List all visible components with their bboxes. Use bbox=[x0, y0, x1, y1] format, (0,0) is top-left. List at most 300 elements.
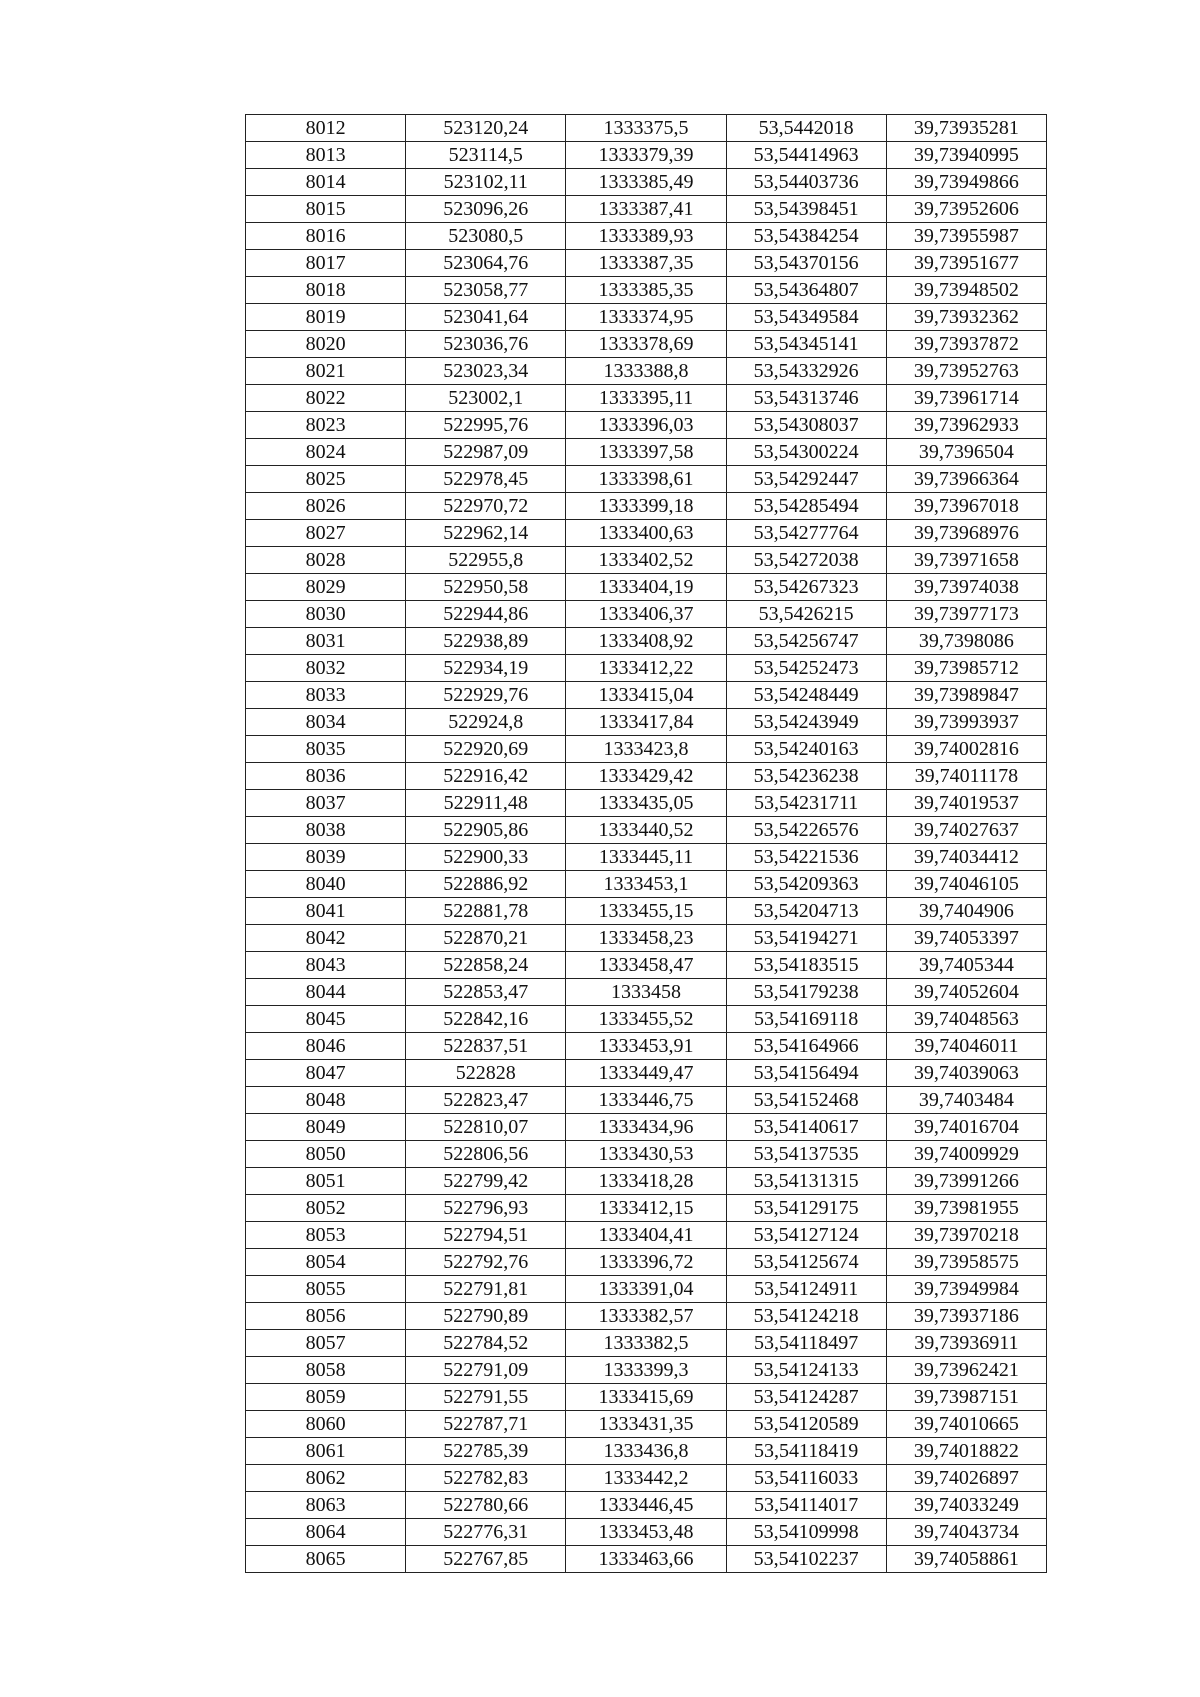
longitude-cell: 39,7403484 bbox=[886, 1087, 1046, 1114]
longitude-cell: 39,73977173 bbox=[886, 601, 1046, 628]
latitude-cell: 53,54308037 bbox=[726, 412, 886, 439]
x-coordinate-cell: 522842,16 bbox=[406, 1006, 566, 1033]
latitude-cell: 53,54236238 bbox=[726, 763, 886, 790]
y-coordinate-cell: 1333395,11 bbox=[566, 385, 726, 412]
point-number-cell: 8051 bbox=[246, 1168, 406, 1195]
y-coordinate-cell: 1333431,35 bbox=[566, 1411, 726, 1438]
latitude-cell: 53,54414963 bbox=[726, 142, 886, 169]
latitude-cell: 53,54118497 bbox=[726, 1330, 886, 1357]
longitude-cell: 39,73952606 bbox=[886, 196, 1046, 223]
y-coordinate-cell: 1333379,39 bbox=[566, 142, 726, 169]
y-coordinate-cell: 1333417,84 bbox=[566, 709, 726, 736]
x-coordinate-cell: 522784,52 bbox=[406, 1330, 566, 1357]
latitude-cell: 53,54285494 bbox=[726, 493, 886, 520]
longitude-cell: 39,74043734 bbox=[886, 1519, 1046, 1546]
latitude-cell: 53,54313746 bbox=[726, 385, 886, 412]
point-number-cell: 8025 bbox=[246, 466, 406, 493]
latitude-cell: 53,54169118 bbox=[726, 1006, 886, 1033]
longitude-cell: 39,7396504 bbox=[886, 439, 1046, 466]
x-coordinate-cell: 522886,92 bbox=[406, 871, 566, 898]
latitude-cell: 53,54364807 bbox=[726, 277, 886, 304]
x-coordinate-cell: 522790,89 bbox=[406, 1303, 566, 1330]
longitude-cell: 39,73968976 bbox=[886, 520, 1046, 547]
point-number-cell: 8023 bbox=[246, 412, 406, 439]
latitude-cell: 53,54370156 bbox=[726, 250, 886, 277]
x-coordinate-cell: 522823,47 bbox=[406, 1087, 566, 1114]
point-number-cell: 8022 bbox=[246, 385, 406, 412]
point-number-cell: 8058 bbox=[246, 1357, 406, 1384]
x-coordinate-cell: 522920,69 bbox=[406, 736, 566, 763]
y-coordinate-cell: 1333399,3 bbox=[566, 1357, 726, 1384]
y-coordinate-cell: 1333455,15 bbox=[566, 898, 726, 925]
latitude-cell: 53,54226576 bbox=[726, 817, 886, 844]
y-coordinate-cell: 1333389,93 bbox=[566, 223, 726, 250]
y-coordinate-cell: 1333430,53 bbox=[566, 1141, 726, 1168]
x-coordinate-cell: 522900,33 bbox=[406, 844, 566, 871]
table-row bbox=[246, 628, 1047, 655]
point-number-cell: 8042 bbox=[246, 925, 406, 952]
longitude-cell: 39,73955987 bbox=[886, 223, 1046, 250]
coordinates-table bbox=[245, 114, 1047, 1573]
y-coordinate-cell: 1333412,15 bbox=[566, 1195, 726, 1222]
point-number-cell: 8059 bbox=[246, 1384, 406, 1411]
x-coordinate-cell: 522934,19 bbox=[406, 655, 566, 682]
table-row bbox=[246, 169, 1047, 196]
longitude-cell: 39,74027637 bbox=[886, 817, 1046, 844]
point-number-cell: 8039 bbox=[246, 844, 406, 871]
y-coordinate-cell: 1333445,11 bbox=[566, 844, 726, 871]
latitude-cell: 53,54398451 bbox=[726, 196, 886, 223]
point-number-cell: 8032 bbox=[246, 655, 406, 682]
point-number-cell: 8027 bbox=[246, 520, 406, 547]
x-coordinate-cell: 522978,45 bbox=[406, 466, 566, 493]
longitude-cell: 39,73974038 bbox=[886, 574, 1046, 601]
latitude-cell: 53,54127124 bbox=[726, 1222, 886, 1249]
table-row bbox=[246, 979, 1047, 1006]
point-number-cell: 8060 bbox=[246, 1411, 406, 1438]
x-coordinate-cell: 522828 bbox=[406, 1060, 566, 1087]
y-coordinate-cell: 1333463,66 bbox=[566, 1546, 726, 1573]
point-number-cell: 8024 bbox=[246, 439, 406, 466]
longitude-cell: 39,73967018 bbox=[886, 493, 1046, 520]
point-number-cell: 8045 bbox=[246, 1006, 406, 1033]
longitude-cell: 39,74039063 bbox=[886, 1060, 1046, 1087]
y-coordinate-cell: 1333388,8 bbox=[566, 358, 726, 385]
longitude-cell: 39,73937872 bbox=[886, 331, 1046, 358]
x-coordinate-cell: 522776,31 bbox=[406, 1519, 566, 1546]
table-row bbox=[246, 1249, 1047, 1276]
longitude-cell: 39,74018822 bbox=[886, 1438, 1046, 1465]
longitude-cell: 39,73987151 bbox=[886, 1384, 1046, 1411]
latitude-cell: 53,54140617 bbox=[726, 1114, 886, 1141]
x-coordinate-cell: 523120,24 bbox=[406, 115, 566, 142]
x-coordinate-cell: 522785,39 bbox=[406, 1438, 566, 1465]
y-coordinate-cell: 1333391,04 bbox=[566, 1276, 726, 1303]
y-coordinate-cell: 1333396,72 bbox=[566, 1249, 726, 1276]
latitude-cell: 53,54137535 bbox=[726, 1141, 886, 1168]
y-coordinate-cell: 1333412,22 bbox=[566, 655, 726, 682]
longitude-cell: 39,73970218 bbox=[886, 1222, 1046, 1249]
x-coordinate-cell: 522853,47 bbox=[406, 979, 566, 1006]
longitude-cell: 39,74009929 bbox=[886, 1141, 1046, 1168]
latitude-cell: 53,54152468 bbox=[726, 1087, 886, 1114]
latitude-cell: 53,54129175 bbox=[726, 1195, 886, 1222]
y-coordinate-cell: 1333436,8 bbox=[566, 1438, 726, 1465]
latitude-cell: 53,54125674 bbox=[726, 1249, 886, 1276]
latitude-cell: 53,54403736 bbox=[726, 169, 886, 196]
table-row bbox=[246, 1141, 1047, 1168]
latitude-cell: 53,54204713 bbox=[726, 898, 886, 925]
point-number-cell: 8020 bbox=[246, 331, 406, 358]
x-coordinate-cell: 522916,42 bbox=[406, 763, 566, 790]
latitude-cell: 53,54349584 bbox=[726, 304, 886, 331]
table-row bbox=[246, 385, 1047, 412]
longitude-cell: 39,73937186 bbox=[886, 1303, 1046, 1330]
x-coordinate-cell: 522938,89 bbox=[406, 628, 566, 655]
longitude-cell: 39,74046011 bbox=[886, 1033, 1046, 1060]
table-row bbox=[246, 466, 1047, 493]
latitude-cell: 53,54156494 bbox=[726, 1060, 886, 1087]
x-coordinate-cell: 522950,58 bbox=[406, 574, 566, 601]
latitude-cell: 53,54116033 bbox=[726, 1465, 886, 1492]
y-coordinate-cell: 1333440,52 bbox=[566, 817, 726, 844]
latitude-cell: 53,54256747 bbox=[726, 628, 886, 655]
x-coordinate-cell: 522881,78 bbox=[406, 898, 566, 925]
longitude-cell: 39,74034412 bbox=[886, 844, 1046, 871]
latitude-cell: 53,54240163 bbox=[726, 736, 886, 763]
longitude-cell: 39,73993937 bbox=[886, 709, 1046, 736]
latitude-cell: 53,54118419 bbox=[726, 1438, 886, 1465]
latitude-cell: 53,54131315 bbox=[726, 1168, 886, 1195]
latitude-cell: 53,54248449 bbox=[726, 682, 886, 709]
y-coordinate-cell: 1333418,28 bbox=[566, 1168, 726, 1195]
point-number-cell: 8037 bbox=[246, 790, 406, 817]
x-coordinate-cell: 522995,76 bbox=[406, 412, 566, 439]
point-number-cell: 8029 bbox=[246, 574, 406, 601]
latitude-cell: 53,54243949 bbox=[726, 709, 886, 736]
longitude-cell: 39,74011178 bbox=[886, 763, 1046, 790]
x-coordinate-cell: 523036,76 bbox=[406, 331, 566, 358]
table-row bbox=[246, 142, 1047, 169]
longitude-cell: 39,73971658 bbox=[886, 547, 1046, 574]
x-coordinate-cell: 523064,76 bbox=[406, 250, 566, 277]
y-coordinate-cell: 1333400,63 bbox=[566, 520, 726, 547]
x-coordinate-cell: 522767,85 bbox=[406, 1546, 566, 1573]
longitude-cell: 39,73952763 bbox=[886, 358, 1046, 385]
longitude-cell: 39,74033249 bbox=[886, 1492, 1046, 1519]
x-coordinate-cell: 522911,48 bbox=[406, 790, 566, 817]
latitude-cell: 53,54272038 bbox=[726, 547, 886, 574]
y-coordinate-cell: 1333387,35 bbox=[566, 250, 726, 277]
table-row bbox=[246, 763, 1047, 790]
x-coordinate-cell: 522794,51 bbox=[406, 1222, 566, 1249]
y-coordinate-cell: 1333387,41 bbox=[566, 196, 726, 223]
y-coordinate-cell: 1333385,35 bbox=[566, 277, 726, 304]
table-row bbox=[246, 682, 1047, 709]
point-number-cell: 8043 bbox=[246, 952, 406, 979]
latitude-cell: 53,54231711 bbox=[726, 790, 886, 817]
point-number-cell: 8033 bbox=[246, 682, 406, 709]
table-row bbox=[246, 736, 1047, 763]
point-number-cell: 8049 bbox=[246, 1114, 406, 1141]
coordinates-table-body bbox=[246, 115, 1047, 1573]
table-row bbox=[246, 574, 1047, 601]
longitude-cell: 39,74016704 bbox=[886, 1114, 1046, 1141]
table-row bbox=[246, 1276, 1047, 1303]
x-coordinate-cell: 522782,83 bbox=[406, 1465, 566, 1492]
table-row bbox=[246, 925, 1047, 952]
point-number-cell: 8028 bbox=[246, 547, 406, 574]
latitude-cell: 53,54277764 bbox=[726, 520, 886, 547]
longitude-cell: 39,73981955 bbox=[886, 1195, 1046, 1222]
point-number-cell: 8026 bbox=[246, 493, 406, 520]
y-coordinate-cell: 1333446,45 bbox=[566, 1492, 726, 1519]
table-row bbox=[246, 655, 1047, 682]
table-row bbox=[246, 358, 1047, 385]
x-coordinate-cell: 522858,24 bbox=[406, 952, 566, 979]
latitude-cell: 53,54179238 bbox=[726, 979, 886, 1006]
point-number-cell: 8016 bbox=[246, 223, 406, 250]
table-row bbox=[246, 790, 1047, 817]
table-row bbox=[246, 709, 1047, 736]
point-number-cell: 8015 bbox=[246, 196, 406, 223]
y-coordinate-cell: 1333378,69 bbox=[566, 331, 726, 358]
y-coordinate-cell: 1333458,23 bbox=[566, 925, 726, 952]
longitude-cell: 39,74002816 bbox=[886, 736, 1046, 763]
longitude-cell: 39,73991266 bbox=[886, 1168, 1046, 1195]
table-row bbox=[246, 250, 1047, 277]
longitude-cell: 39,73932362 bbox=[886, 304, 1046, 331]
point-number-cell: 8057 bbox=[246, 1330, 406, 1357]
table-row bbox=[246, 520, 1047, 547]
longitude-cell: 39,73985712 bbox=[886, 655, 1046, 682]
point-number-cell: 8048 bbox=[246, 1087, 406, 1114]
latitude-cell: 53,54183515 bbox=[726, 952, 886, 979]
table-row bbox=[246, 1114, 1047, 1141]
table-row bbox=[246, 844, 1047, 871]
table-row bbox=[246, 196, 1047, 223]
x-coordinate-cell: 523041,64 bbox=[406, 304, 566, 331]
y-coordinate-cell: 1333458,47 bbox=[566, 952, 726, 979]
table-row bbox=[246, 304, 1047, 331]
x-coordinate-cell: 523002,1 bbox=[406, 385, 566, 412]
y-coordinate-cell: 1333397,58 bbox=[566, 439, 726, 466]
latitude-cell: 53,54292447 bbox=[726, 466, 886, 493]
longitude-cell: 39,74010665 bbox=[886, 1411, 1046, 1438]
latitude-cell: 53,54194271 bbox=[726, 925, 886, 952]
table-row bbox=[246, 1006, 1047, 1033]
y-coordinate-cell: 1333399,18 bbox=[566, 493, 726, 520]
longitude-cell: 39,73962421 bbox=[886, 1357, 1046, 1384]
y-coordinate-cell: 1333442,2 bbox=[566, 1465, 726, 1492]
x-coordinate-cell: 522792,76 bbox=[406, 1249, 566, 1276]
x-coordinate-cell: 523023,34 bbox=[406, 358, 566, 385]
longitude-cell: 39,74048563 bbox=[886, 1006, 1046, 1033]
point-number-cell: 8063 bbox=[246, 1492, 406, 1519]
table-row bbox=[246, 1492, 1047, 1519]
y-coordinate-cell: 1333375,5 bbox=[566, 115, 726, 142]
latitude-cell: 53,54300224 bbox=[726, 439, 886, 466]
x-coordinate-cell: 523080,5 bbox=[406, 223, 566, 250]
latitude-cell: 53,54114017 bbox=[726, 1492, 886, 1519]
x-coordinate-cell: 522796,93 bbox=[406, 1195, 566, 1222]
table-row bbox=[246, 817, 1047, 844]
y-coordinate-cell: 1333415,69 bbox=[566, 1384, 726, 1411]
y-coordinate-cell: 1333415,04 bbox=[566, 682, 726, 709]
x-coordinate-cell: 522787,71 bbox=[406, 1411, 566, 1438]
x-coordinate-cell: 522929,76 bbox=[406, 682, 566, 709]
table-row bbox=[246, 547, 1047, 574]
point-number-cell: 8035 bbox=[246, 736, 406, 763]
point-number-cell: 8061 bbox=[246, 1438, 406, 1465]
x-coordinate-cell: 522955,8 bbox=[406, 547, 566, 574]
y-coordinate-cell: 1333396,03 bbox=[566, 412, 726, 439]
longitude-cell: 39,73940995 bbox=[886, 142, 1046, 169]
table-row bbox=[246, 277, 1047, 304]
x-coordinate-cell: 522791,55 bbox=[406, 1384, 566, 1411]
point-number-cell: 8021 bbox=[246, 358, 406, 385]
y-coordinate-cell: 1333408,92 bbox=[566, 628, 726, 655]
y-coordinate-cell: 1333385,49 bbox=[566, 169, 726, 196]
x-coordinate-cell: 522970,72 bbox=[406, 493, 566, 520]
x-coordinate-cell: 523114,5 bbox=[406, 142, 566, 169]
x-coordinate-cell: 523058,77 bbox=[406, 277, 566, 304]
y-coordinate-cell: 1333453,48 bbox=[566, 1519, 726, 1546]
y-coordinate-cell: 1333402,52 bbox=[566, 547, 726, 574]
point-number-cell: 8044 bbox=[246, 979, 406, 1006]
y-coordinate-cell: 1333453,1 bbox=[566, 871, 726, 898]
table-row bbox=[246, 1087, 1047, 1114]
longitude-cell: 39,74019537 bbox=[886, 790, 1046, 817]
table-row bbox=[246, 115, 1047, 142]
point-number-cell: 8019 bbox=[246, 304, 406, 331]
table-row bbox=[246, 952, 1047, 979]
x-coordinate-cell: 522780,66 bbox=[406, 1492, 566, 1519]
latitude-cell: 53,54332926 bbox=[726, 358, 886, 385]
y-coordinate-cell: 1333382,5 bbox=[566, 1330, 726, 1357]
point-number-cell: 8014 bbox=[246, 169, 406, 196]
point-number-cell: 8031 bbox=[246, 628, 406, 655]
latitude-cell: 53,54102237 bbox=[726, 1546, 886, 1573]
y-coordinate-cell: 1333423,8 bbox=[566, 736, 726, 763]
table-row bbox=[246, 1384, 1047, 1411]
longitude-cell: 39,74058861 bbox=[886, 1546, 1046, 1573]
longitude-cell: 39,73961714 bbox=[886, 385, 1046, 412]
latitude-cell: 53,54252473 bbox=[726, 655, 886, 682]
longitude-cell: 39,73962933 bbox=[886, 412, 1046, 439]
y-coordinate-cell: 1333458 bbox=[566, 979, 726, 1006]
point-number-cell: 8056 bbox=[246, 1303, 406, 1330]
latitude-cell: 53,54120589 bbox=[726, 1411, 886, 1438]
latitude-cell: 53,54267323 bbox=[726, 574, 886, 601]
x-coordinate-cell: 522905,86 bbox=[406, 817, 566, 844]
table-row bbox=[246, 1303, 1047, 1330]
longitude-cell: 39,73958575 bbox=[886, 1249, 1046, 1276]
point-number-cell: 8012 bbox=[246, 115, 406, 142]
longitude-cell: 39,73935281 bbox=[886, 115, 1046, 142]
table-row bbox=[246, 871, 1047, 898]
point-number-cell: 8062 bbox=[246, 1465, 406, 1492]
x-coordinate-cell: 522837,51 bbox=[406, 1033, 566, 1060]
point-number-cell: 8054 bbox=[246, 1249, 406, 1276]
table-row bbox=[246, 1465, 1047, 1492]
y-coordinate-cell: 1333429,42 bbox=[566, 763, 726, 790]
latitude-cell: 53,54124287 bbox=[726, 1384, 886, 1411]
table-row bbox=[246, 1411, 1047, 1438]
table-row bbox=[246, 898, 1047, 925]
y-coordinate-cell: 1333453,91 bbox=[566, 1033, 726, 1060]
y-coordinate-cell: 1333404,19 bbox=[566, 574, 726, 601]
point-number-cell: 8038 bbox=[246, 817, 406, 844]
table-row bbox=[246, 331, 1047, 358]
longitude-cell: 39,7404906 bbox=[886, 898, 1046, 925]
x-coordinate-cell: 522810,07 bbox=[406, 1114, 566, 1141]
latitude-cell: 53,54124911 bbox=[726, 1276, 886, 1303]
table-row bbox=[246, 1330, 1047, 1357]
y-coordinate-cell: 1333434,96 bbox=[566, 1114, 726, 1141]
point-number-cell: 8065 bbox=[246, 1546, 406, 1573]
point-number-cell: 8055 bbox=[246, 1276, 406, 1303]
point-number-cell: 8040 bbox=[246, 871, 406, 898]
longitude-cell: 39,73966364 bbox=[886, 466, 1046, 493]
point-number-cell: 8041 bbox=[246, 898, 406, 925]
x-coordinate-cell: 522962,14 bbox=[406, 520, 566, 547]
x-coordinate-cell: 522944,86 bbox=[406, 601, 566, 628]
x-coordinate-cell: 522791,09 bbox=[406, 1357, 566, 1384]
point-number-cell: 8053 bbox=[246, 1222, 406, 1249]
latitude-cell: 53,5426215 bbox=[726, 601, 886, 628]
longitude-cell: 39,74053397 bbox=[886, 925, 1046, 952]
x-coordinate-cell: 522870,21 bbox=[406, 925, 566, 952]
point-number-cell: 8017 bbox=[246, 250, 406, 277]
point-number-cell: 8034 bbox=[246, 709, 406, 736]
latitude-cell: 53,54209363 bbox=[726, 871, 886, 898]
table-row bbox=[246, 1222, 1047, 1249]
y-coordinate-cell: 1333449,47 bbox=[566, 1060, 726, 1087]
y-coordinate-cell: 1333435,05 bbox=[566, 790, 726, 817]
table-row bbox=[246, 1033, 1047, 1060]
table-row bbox=[246, 1546, 1047, 1573]
latitude-cell: 53,54345141 bbox=[726, 331, 886, 358]
point-number-cell: 8036 bbox=[246, 763, 406, 790]
longitude-cell: 39,73989847 bbox=[886, 682, 1046, 709]
point-number-cell: 8013 bbox=[246, 142, 406, 169]
longitude-cell: 39,74026897 bbox=[886, 1465, 1046, 1492]
x-coordinate-cell: 522799,42 bbox=[406, 1168, 566, 1195]
x-coordinate-cell: 523096,26 bbox=[406, 196, 566, 223]
longitude-cell: 39,74052604 bbox=[886, 979, 1046, 1006]
y-coordinate-cell: 1333455,52 bbox=[566, 1006, 726, 1033]
y-coordinate-cell: 1333404,41 bbox=[566, 1222, 726, 1249]
point-number-cell: 8047 bbox=[246, 1060, 406, 1087]
point-number-cell: 8052 bbox=[246, 1195, 406, 1222]
x-coordinate-cell: 522987,09 bbox=[406, 439, 566, 466]
point-number-cell: 8018 bbox=[246, 277, 406, 304]
longitude-cell: 39,74046105 bbox=[886, 871, 1046, 898]
x-coordinate-cell: 522806,56 bbox=[406, 1141, 566, 1168]
latitude-cell: 53,54164966 bbox=[726, 1033, 886, 1060]
point-number-cell: 8050 bbox=[246, 1141, 406, 1168]
y-coordinate-cell: 1333374,95 bbox=[566, 304, 726, 331]
longitude-cell: 39,7405344 bbox=[886, 952, 1046, 979]
table-row bbox=[246, 1168, 1047, 1195]
table-row bbox=[246, 412, 1047, 439]
table-row bbox=[246, 1195, 1047, 1222]
longitude-cell: 39,73949984 bbox=[886, 1276, 1046, 1303]
longitude-cell: 39,73948502 bbox=[886, 277, 1046, 304]
longitude-cell: 39,73951677 bbox=[886, 250, 1046, 277]
table-row bbox=[246, 1357, 1047, 1384]
